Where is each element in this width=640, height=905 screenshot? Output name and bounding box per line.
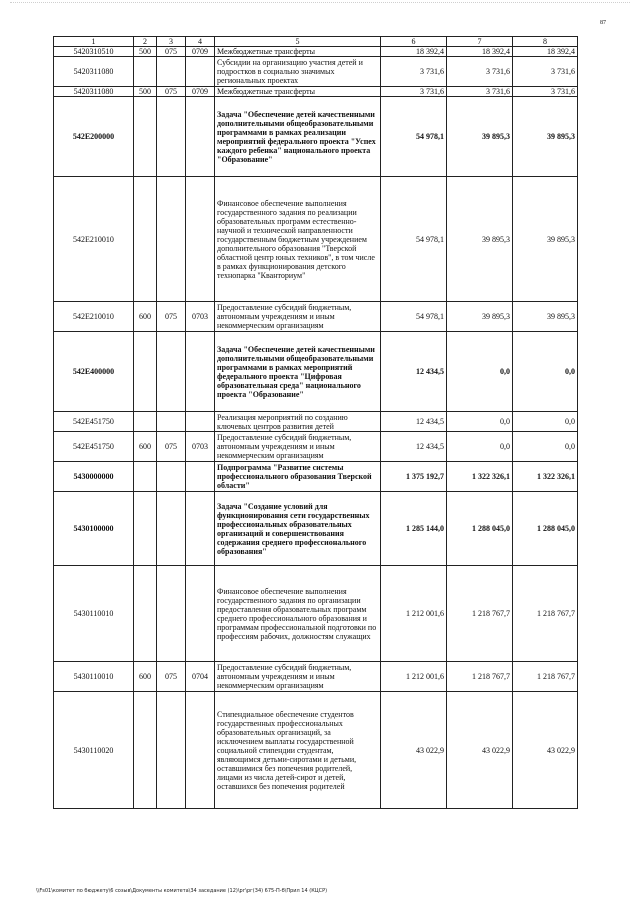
- row-type: [134, 566, 157, 662]
- row-ministry: [157, 177, 186, 302]
- table-row: [54, 692, 578, 809]
- row-value-year2: 0,0: [447, 432, 513, 462]
- row-type: [134, 332, 157, 412]
- row-ministry: [157, 492, 186, 566]
- row-type: [134, 692, 157, 809]
- row-value-year3: 39 895,3: [513, 97, 578, 177]
- row-value-year3: 18 392,4: [513, 47, 578, 57]
- row-value-year3: 39 895,3: [513, 177, 578, 302]
- row-value-year1: 1 285 144,0: [381, 492, 447, 566]
- row-value-year1: 1 212 001,6: [381, 662, 447, 692]
- row-value-year2: 3 731,6: [447, 57, 513, 87]
- row-type: [134, 462, 157, 492]
- row-section: 0704: [186, 662, 215, 692]
- row-value-year2: 3 731,6: [447, 87, 513, 97]
- row-ministry: [157, 692, 186, 809]
- row-code: 542E200000: [54, 97, 134, 177]
- row-value-year1: 1 212 001,6: [381, 566, 447, 662]
- column-header: 3: [157, 37, 186, 47]
- row-value-year2: 0,0: [447, 412, 513, 432]
- row-code: 5420311080: [54, 87, 134, 97]
- row-code: 542E210010: [54, 177, 134, 302]
- row-value-year2: 0,0: [447, 332, 513, 412]
- row-ministry: 075: [157, 432, 186, 462]
- row-ministry: [157, 566, 186, 662]
- row-name: Подпрограмма "Развитие системы профессионального образования Тверской области": [215, 462, 381, 492]
- row-value-year3: 3 731,6: [513, 87, 578, 97]
- row-type: 600: [134, 432, 157, 462]
- row-name: Предоставление субсидий бюджетным, автономным учреждениям и иным некоммерческим организациям: [215, 662, 381, 692]
- table-row: [54, 662, 578, 692]
- row-code: 5430110010: [54, 662, 134, 692]
- row-name: Финансовое обеспечение выполнения государственного задания по реализации образовательных программ естественно-научной и технической направленности государственным бюджетным учреждением дополнительного образования "Тверской областной центр юных техников", в том числе в рамках функционирования детского технопарка "Кванториум": [215, 177, 381, 302]
- table-row: [54, 87, 578, 97]
- row-value-year1: 54 978,1: [381, 302, 447, 332]
- table-row: [54, 302, 578, 332]
- row-name: Субсидии на организацию участия детей и подростков в социально значимых региональных проектах: [215, 57, 381, 87]
- row-type: 600: [134, 662, 157, 692]
- column-header: 4: [186, 37, 215, 47]
- table-row: [54, 432, 578, 462]
- row-ministry: 075: [157, 87, 186, 97]
- row-ministry: [157, 57, 186, 87]
- row-value-year3: 1 322 326,1: [513, 462, 578, 492]
- table-row: [54, 332, 578, 412]
- row-ministry: [157, 97, 186, 177]
- scan-artifact-line: [10, 2, 630, 5]
- row-name: Межбюджетные трансферты: [215, 87, 381, 97]
- table-row: [54, 97, 578, 177]
- row-name: Задача "Обеспечение детей качественными дополнительными общеобразовательными программами в рамках реализации мероприятий федерального проекта "Успех каждого ребенка" национального проекта "Образование": [215, 97, 381, 177]
- column-header: 6: [381, 37, 447, 47]
- row-code: 542E210010: [54, 302, 134, 332]
- row-value-year3: 3 731,6: [513, 57, 578, 87]
- row-section: [186, 412, 215, 432]
- row-value-year2: 1 322 326,1: [447, 462, 513, 492]
- row-value-year2: 18 392,4: [447, 47, 513, 57]
- row-value-year1: 3 731,6: [381, 87, 447, 97]
- row-value-year2: 39 895,3: [447, 302, 513, 332]
- row-value-year2: 1 218 767,7: [447, 662, 513, 692]
- table-row: [54, 412, 578, 432]
- row-value-year1: 3 731,6: [381, 57, 447, 87]
- table-row: [54, 47, 578, 57]
- row-section: [186, 566, 215, 662]
- row-code: 542E451750: [54, 412, 134, 432]
- row-value-year1: 54 978,1: [381, 177, 447, 302]
- row-ministry: [157, 332, 186, 412]
- row-ministry: 075: [157, 47, 186, 57]
- row-value-year2: 1 218 767,7: [447, 566, 513, 662]
- row-name: Задача "Создание условий для функционирования сети государственных профессиональных образовательных организаций и совершенствования содержания среднего профессионального образования": [215, 492, 381, 566]
- table-header-row: [54, 37, 578, 47]
- row-section: [186, 462, 215, 492]
- row-value-year3: 1 288 045,0: [513, 492, 578, 566]
- row-code: 542E400000: [54, 332, 134, 412]
- row-type: [134, 492, 157, 566]
- column-header: 2: [134, 37, 157, 47]
- row-type: [134, 177, 157, 302]
- row-name: Стипендиальное обеспечение студентов государственных профессиональных образовательных организаций, за исключением выплаты государственной социальной стипендии студентам, являющимся детьми-сиротами и детьми, оставшимися без попечения родителей, лицами из числа детей-сирот и детей, оставшихся без попечения родителей: [215, 692, 381, 809]
- row-section: 0709: [186, 87, 215, 97]
- row-value-year1: 12 434,5: [381, 412, 447, 432]
- row-name: Предоставление субсидий бюджетным, автономным учреждениям и иным некоммерческим организациям: [215, 302, 381, 332]
- row-value-year1: 1 375 192,7: [381, 462, 447, 492]
- column-header: 5: [215, 37, 381, 47]
- column-header: 1: [54, 37, 134, 47]
- row-ministry: 075: [157, 662, 186, 692]
- page-number: 87: [600, 20, 606, 26]
- row-value-year1: 43 022,9: [381, 692, 447, 809]
- row-value-year3: 0,0: [513, 432, 578, 462]
- row-name: Задача "Обеспечение детей качественными дополнительными общеобразовательными программами в рамках мероприятий федерального проекта "Цифровая образовательная среда" национального проекта "Образование": [215, 332, 381, 412]
- row-section: [186, 692, 215, 809]
- row-section: [186, 177, 215, 302]
- budget-table: [53, 36, 578, 809]
- row-value-year3: 0,0: [513, 412, 578, 432]
- row-name: Реализация мероприятий по созданию ключевых центров развития детей: [215, 412, 381, 432]
- table-row: [54, 57, 578, 87]
- row-type: [134, 412, 157, 432]
- row-value-year3: 43 022,9: [513, 692, 578, 809]
- row-value-year1: 12 434,5: [381, 332, 447, 412]
- row-section: [186, 97, 215, 177]
- row-section: 0703: [186, 302, 215, 332]
- row-code: 542E451750: [54, 432, 134, 462]
- row-value-year3: 1 218 767,7: [513, 662, 578, 692]
- row-code: 5430100000: [54, 492, 134, 566]
- row-ministry: [157, 412, 186, 432]
- row-code: 5420310510: [54, 47, 134, 57]
- row-code: 5420311080: [54, 57, 134, 87]
- row-name: Финансовое обеспечение выполнения государственного задания по организации предоставления образовательных программ среднего профессионального образования и программам профессиональной подготовки по профессиям рабочих, должностям служащих: [215, 566, 381, 662]
- table-row: [54, 492, 578, 566]
- table-row: [54, 462, 578, 492]
- row-type: [134, 97, 157, 177]
- row-value-year2: 39 895,3: [447, 97, 513, 177]
- row-value-year2: 1 288 045,0: [447, 492, 513, 566]
- row-code: 5430110010: [54, 566, 134, 662]
- row-value-year1: 12 434,5: [381, 432, 447, 462]
- row-type: [134, 57, 157, 87]
- row-section: [186, 492, 215, 566]
- row-value-year3: 0,0: [513, 332, 578, 412]
- row-value-year2: 39 895,3: [447, 177, 513, 302]
- row-value-year3: 39 895,3: [513, 302, 578, 332]
- column-header: 8: [513, 37, 578, 47]
- row-code: 5430000000: [54, 462, 134, 492]
- row-ministry: [157, 462, 186, 492]
- row-section: 0709: [186, 47, 215, 57]
- row-value-year1: 54 978,1: [381, 97, 447, 177]
- table-row: [54, 566, 578, 662]
- table-row: [54, 177, 578, 302]
- row-ministry: 075: [157, 302, 186, 332]
- column-header: 7: [447, 37, 513, 47]
- file-path-footer: \\Fs01\комитет по бюджету\6 созыв\Документы комитета\34 заседание (12)\рг\рг(34) 675-П-б\Прил 14 (КЦСР): [36, 888, 328, 894]
- row-value-year3: 1 218 767,7: [513, 566, 578, 662]
- row-name: Межбюджетные трансферты: [215, 47, 381, 57]
- row-name: Предоставление субсидий бюджетным, автономным учреждениям и иным некоммерческим организациям: [215, 432, 381, 462]
- row-section: [186, 332, 215, 412]
- row-type: 600: [134, 302, 157, 332]
- row-section: [186, 57, 215, 87]
- row-section: 0703: [186, 432, 215, 462]
- row-type: 500: [134, 87, 157, 97]
- row-value-year2: 43 022,9: [447, 692, 513, 809]
- row-value-year1: 18 392,4: [381, 47, 447, 57]
- row-code: 5430110020: [54, 692, 134, 809]
- row-type: 500: [134, 47, 157, 57]
